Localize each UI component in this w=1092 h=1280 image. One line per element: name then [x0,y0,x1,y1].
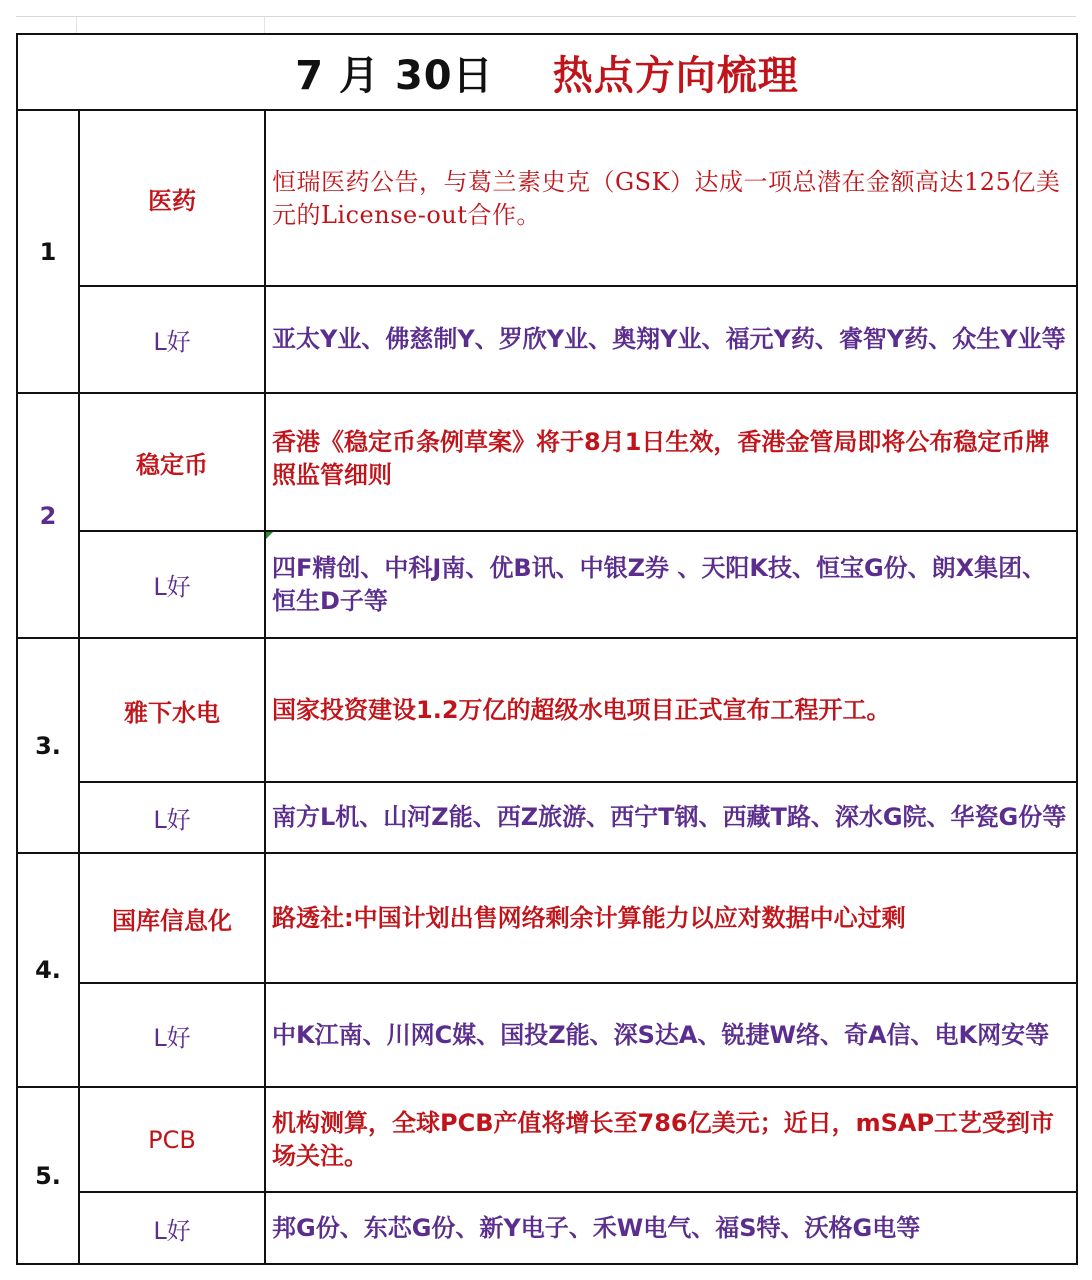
row-index: 5. [17,1087,79,1264]
stocks-text: 南方L机、山河Z能、西Z旅游、西宁T钢、西藏T路、深水G院、华瓷G份等 [272,803,1067,831]
row-index: 1 [17,110,79,393]
page-title [17,34,1077,110]
stocks-cell [265,1192,1077,1264]
stocks-cell [265,286,1077,393]
beneficiary-label: L好 [79,286,265,393]
news-cell [265,110,1077,286]
stocks-text: 四F精创、中科J南、优B讯、中银Z券 、天阳K技、恒宝G份、朗X集团、 恒生D子等 [272,553,1047,615]
title-date: 7 月 30日 [295,52,494,99]
hotspot-table [16,33,1076,1265]
stocks-text: 邦G份、东芯G份、新Y电子、禾W电气、福S特、沃格G电等 [272,1213,921,1242]
category-cell: PCB [79,1087,265,1192]
beneficiary-label: L好 [79,1192,265,1264]
news-cell [265,1087,1077,1192]
stocks-text: 中K江南、川网C媒、国投Z能、深S达A、锐捷W络、奇A信、电K网安等 [272,1020,1050,1049]
category-cell: 稳定币 [79,393,265,531]
news-text: 机构测算，全球PCB产值将增长至786亿美元；近日，mSAP工艺受到市场关注。 [272,1108,1055,1170]
category-cell: 国库信息化 [79,853,265,983]
beneficiary-label: L好 [79,782,265,853]
category-cell: 雅下水电 [79,638,265,782]
news-cell [265,393,1077,531]
stocks-text: 亚太Y业、佛慈制Y、罗欣Y业、奥翔Y业、福元Y药、睿智Y药、众生Y业等 [272,325,1066,353]
news-text: 恒瑞医药公告，与葛兰素史克（GSK）达成一项总潜在金额高达125亿美元的License-out合作。 [272,168,1061,229]
beneficiary-label: L好 [79,983,265,1087]
stocks-cell [265,531,1077,638]
news-text: 国家投资建设1.2万亿的超级水电项目正式宣布工程开工。 [272,695,891,724]
title-text: 热点方向梳理 [552,52,799,99]
news-cell [265,638,1077,782]
news-text: 香港《稳定币条例草案》将于8月1日生效，香港金管局即将公布稳定币牌照监管细则 [272,428,1050,489]
cell-comment-marker [266,532,273,539]
stocks-cell [265,782,1077,853]
news-cell [265,853,1077,983]
category-cell: 医药 [79,110,265,286]
news-text: 路透社:中国计划出售网络剩余计算能力以应对数据中心过剩 [272,903,906,932]
row-index: 3. [17,638,79,853]
beneficiary-label: L好 [79,531,265,638]
stocks-cell [265,983,1077,1087]
row-index: 4. [17,853,79,1087]
spreadsheet-header-strip [16,16,1076,34]
row-index: 2 [17,393,79,638]
